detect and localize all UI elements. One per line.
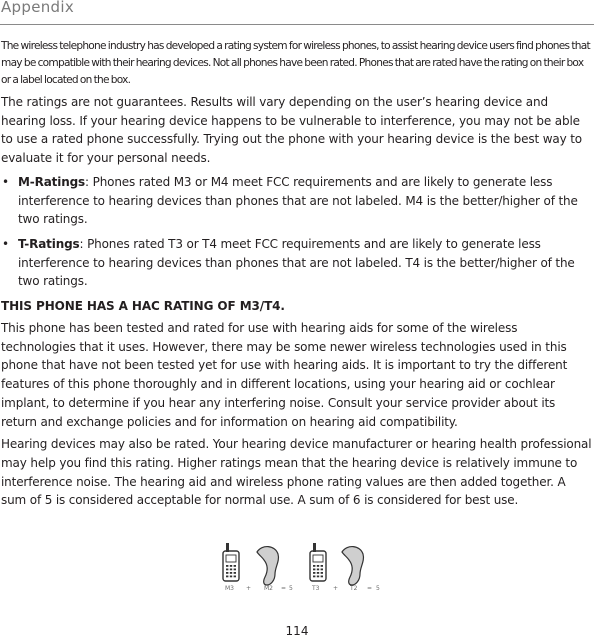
rating-bullet-list — [1, 173, 593, 291]
hearing-aid-icon — [257, 547, 278, 585]
equals-sign: = — [367, 585, 373, 592]
rating-sum-figure — [215, 540, 390, 592]
list-item — [1, 173, 593, 229]
m3-label: M3 — [225, 585, 234, 592]
sum-value: 5 — [376, 585, 380, 592]
page-header — [0, 0, 594, 25]
page-number: 114 — [285, 624, 309, 638]
plus-sign: + — [246, 585, 252, 592]
m-ratings-term: M-Ratings — [18, 174, 86, 189]
bullet-icon: • — [2, 236, 9, 251]
m-ratings-text: : Phones rated M3 or M4 meet FCC requirements and are likely to generate less interference to hearing devices than phones that are not labeled. M4 is the better/higher of the two ratings. — [18, 174, 578, 227]
header-title: Appendix — [1, 0, 75, 16]
equals-sign: = — [281, 585, 287, 592]
m2-label: M2 — [264, 585, 273, 592]
phone-icon — [310, 543, 326, 581]
t2-label: T2 — [350, 585, 358, 592]
hearing-device-rating-paragraph: Hearing devices may also be rated. Your hearing device manufacturer or hearing health professional may help you find this rating. Higher ratings mean that the hearing device is relatively immune to interference noise. The hearing aid and wireless phone rating values are then added together. A sum of 5 is considered acceptable for normal use. A sum of 6 is considered for best use. — [1, 437, 592, 508]
t-ratings-text: : Phones rated T3 or T4 meet FCC requirements and are likely to generate less interference to hearing devices than phones that are not labeled. T4 is the better/higher of the two ratings. — [18, 236, 575, 289]
sum-value: 5 — [289, 585, 293, 592]
list-item — [1, 235, 593, 291]
hac-rating-heading: THIS PHONE HAS A HAC RATING OF M3/T4. — [1, 299, 285, 314]
t-ratings-term: T-Ratings — [18, 236, 80, 251]
hearing-aid-icon — [342, 547, 363, 585]
plus-sign: + — [333, 585, 339, 592]
phone-icon — [223, 543, 239, 581]
ratings-disclaimer-paragraph: The ratings are not guarantees. Results will vary depending on the user’s hearing device and hearing loss. If your hearing device happens to be vulnerable to interference, you may not be able to use a rated phone successfully. Trying out the phone with your hearing device is the best way to evaluate it for your personal needs. — [1, 95, 582, 166]
hearing-aid-compatibility-paragraph: This phone has been tested and rated for use with hearing aids for some of the wireless technologies that it uses. However, there may be some newer wireless technologies used in this phone that have not been tested yet for use with hearing aids. It is important to try the different features of this phone thoroughly and in different locations, using your hearing aid or cochlear implant, to determine if you hear any interfering noise. Consult your service provider about its return and exchange policies and for information on hearing aid compatibility. — [1, 321, 568, 429]
intro-paragraph: The wireless telephone industry has developed a rating system for wireless phones, to assist hearing device users find phones that may be compatible with their hearing devices. Not all phones have been rated. Phones that are rated have the rating on their box or a label located on the box. — [1, 40, 590, 86]
bullet-icon: • — [2, 174, 9, 189]
t3-label: T3 — [312, 585, 320, 592]
page-content — [1, 38, 593, 510]
